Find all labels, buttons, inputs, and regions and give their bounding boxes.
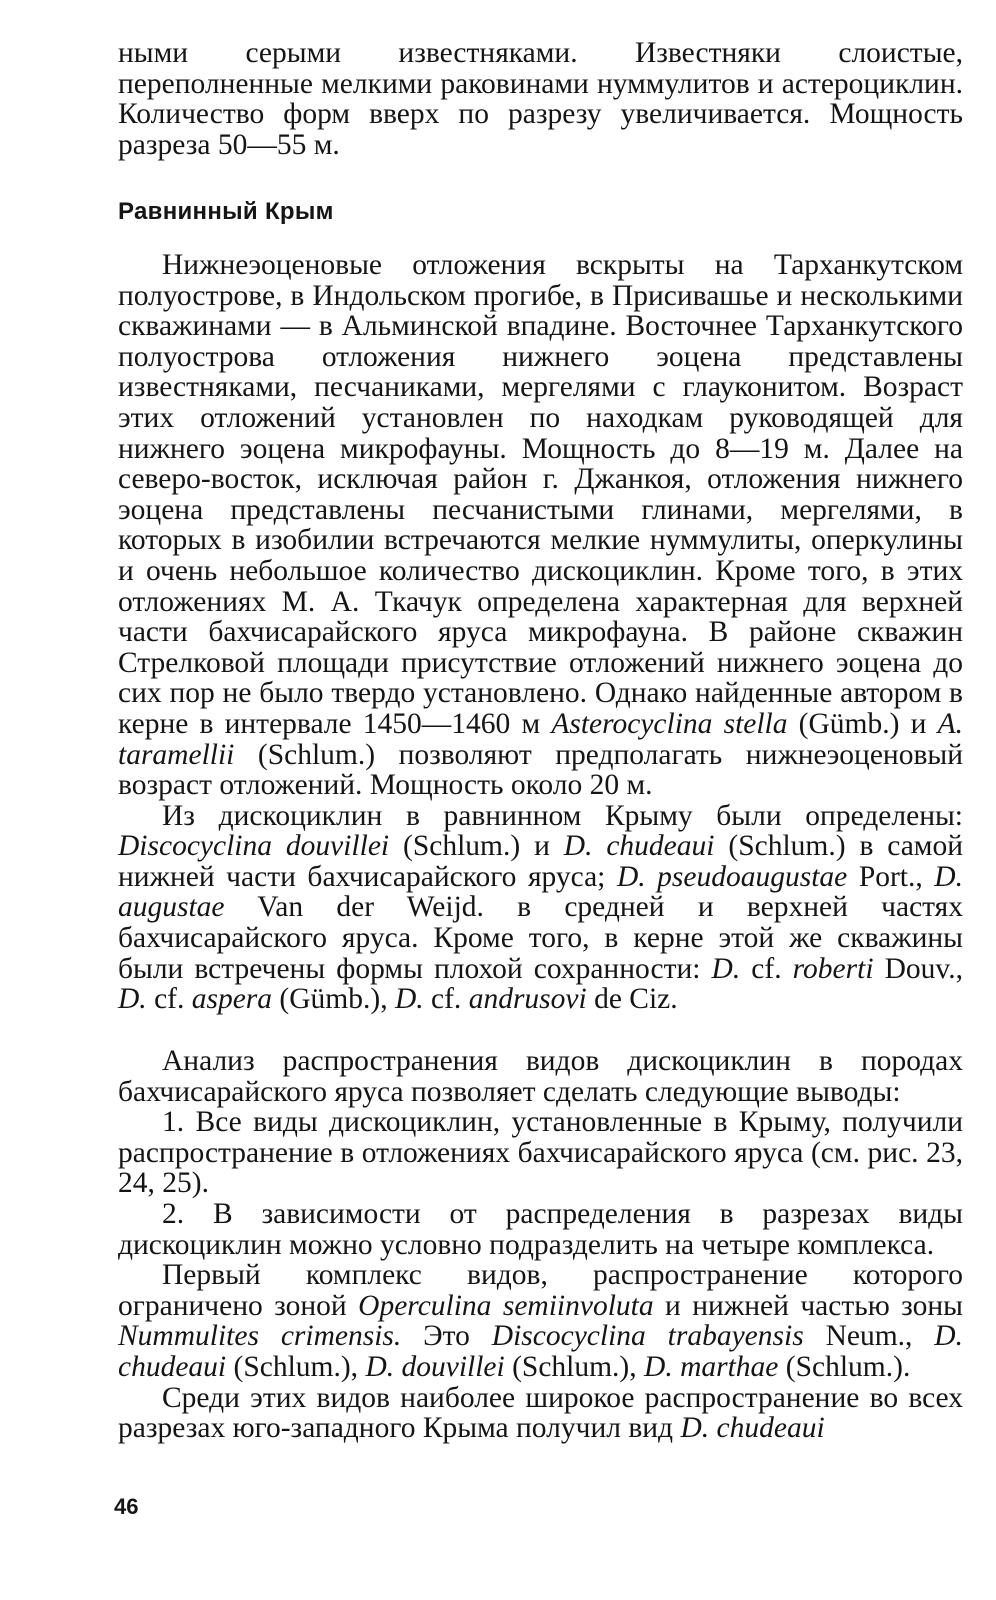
species-name: D. xyxy=(118,983,147,1016)
text-run: (Gümb.) и xyxy=(787,707,938,740)
species-name: Asterocyclina stella xyxy=(551,707,788,740)
species-name: roberti xyxy=(792,952,874,985)
species-name: aspera xyxy=(191,983,273,1016)
paragraph-discocyclina-list xyxy=(118,801,963,1015)
paragraph-plain-crimea xyxy=(118,250,963,801)
species-name: D. douvillei xyxy=(365,1350,505,1383)
species-name: Discocyclina trabayensis xyxy=(491,1320,804,1353)
text-run: (Schlum.), xyxy=(504,1350,645,1383)
text-run: Первый комплекс видов, распространение которого ограничено зоной xyxy=(118,1259,963,1322)
conclusions-text xyxy=(118,1046,963,1444)
text-run: (Gümb.), xyxy=(272,983,395,1016)
text-run: cf. xyxy=(423,983,469,1016)
text-run: Нижнеэоценовые отложения вскрыты на Тарханкутском полуострове, в Индольском прогибе, в Присивашье и несколькими скважинами — в Альминской впадине. Восточнее Тарханкутского полуострова отложения нижнего эоцена представлены известняками, песчаниками, мергелями с глауконитом. Возраст этих отложений установлен по находкам руководящей для нижнего эоцена микрофауны. Мощность до 8—19 м. Далее на северо-восток, исключая район г. Джанкоя, отложения нижнего эоцена представлены песчанистыми глинами, мергелями, в которых в изобилии встречаются мелкие нуммулиты, оперкулины и очень небольшое количество дискоциклин. Кроме того, в этих отложениях М. А. Ткачук определена характерная для верхней части бахчисарайского яруса микрофауна. В районе скважин Стрелковой площади присутствие отложений нижнего эоцена до сих пор не было твердо установлено. Однако найденные автором в керне в интервале 1450—1460 м xyxy=(118,249,963,740)
species-name: D. chudeaui xyxy=(680,1412,825,1445)
text-run: Среди этих видов наиболее широкое распространение во всех разрезах юго-западного Крыма получил вид xyxy=(118,1381,963,1445)
species-name: Operculina semiinvoluta xyxy=(358,1289,654,1322)
conclusion-item-2: 2. В зависимости от распределения в разрезах виды дискоциклин можно условно подразделить на четыре комплекса. xyxy=(118,1197,963,1261)
section-heading-block xyxy=(118,198,963,226)
species-name: D. xyxy=(711,952,741,985)
species-name: andrusovi xyxy=(468,983,587,1016)
text-run: (Schlum.), xyxy=(226,1350,366,1383)
page-number: 46 xyxy=(114,1494,139,1519)
text-run: cf. xyxy=(740,952,793,985)
species-name: D. chudeaui xyxy=(118,1320,963,1383)
paragraph-species-distribution xyxy=(118,1383,963,1444)
text-run: Port., xyxy=(847,860,935,893)
text-run: (Schlum.) и xyxy=(389,830,564,863)
paragraph-analysis: Анализ распространения видов дискоциклин в породах бахчисарайского яруса позволяет сделать следующие выводы: xyxy=(118,1045,963,1108)
species-name: Nummulites crimensis. xyxy=(118,1320,402,1353)
conclusion-item-1: 1. Все виды дискоциклин, установленные в Крыму, получили распространение в отложениях бахчисарайского яруса (см. рис. 23, 24, 25). xyxy=(118,1106,963,1200)
species-name: D. marthae xyxy=(644,1350,779,1383)
text-run: (Schlum.). xyxy=(778,1350,911,1383)
species-name: Discocyclina douvillei xyxy=(118,830,390,863)
text-run: de Ciz. xyxy=(586,983,678,1016)
text-run: Это xyxy=(401,1320,492,1353)
species-name: A. taramellii xyxy=(118,707,963,771)
intro-paragraph xyxy=(118,38,963,160)
text-run: (Schlum.) позволяют предполагать нижнеэоценовый возраст отложений. Мощность около 20 м. xyxy=(118,738,963,802)
text-run: и нижней частью зоны xyxy=(653,1289,964,1322)
main-text xyxy=(118,250,963,1015)
species-name: D. pseudoaugustae xyxy=(616,860,848,893)
intro-text: ными серыми известняками. Известняки слоистые, переполненные мелкими раковинами нуммулитов и астероциклин. Количество форм вверх по разрезу увеличивается. Мощность разреза 50—55 м. xyxy=(118,37,963,161)
species-name: D. xyxy=(394,983,424,1016)
text-run: Douv., xyxy=(873,952,963,985)
text-run: Neum., xyxy=(803,1320,935,1353)
text-run: Из дискоциклин в равнинном Крыму были определены: xyxy=(162,799,963,832)
paragraph-first-complex xyxy=(118,1260,963,1382)
text-run: cf. xyxy=(146,983,192,1016)
species-name: D. chudeaui xyxy=(563,830,715,863)
section-heading: Равнинный Крым xyxy=(118,198,334,225)
species-name: D. augustae xyxy=(118,860,963,924)
text-run: (Schlum.) в самой нижней части бахчисарайского яруса; xyxy=(118,830,964,893)
text-run: Van der Weijd. в средней и верхней частях бахчисарайского яруса. Кроме того, в керне этой же скважины были встречены формы плохой сохранности: xyxy=(118,891,963,985)
